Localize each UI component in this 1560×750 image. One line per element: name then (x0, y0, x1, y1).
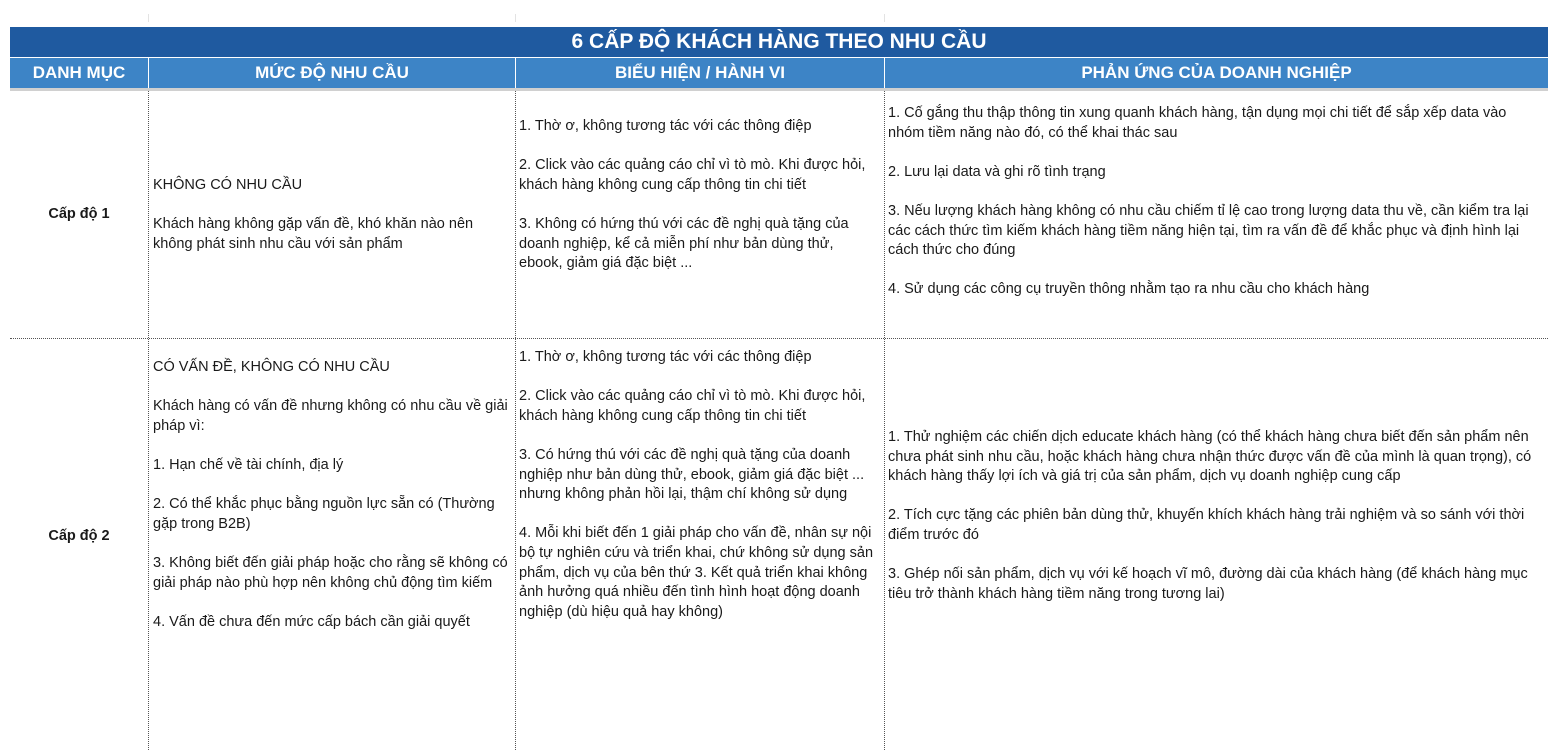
cell-paragraph: 4. Mỗi khi biết đến 1 giải pháp cho vấn đề, nhân sự nội bộ tự nghiên cứu và triển khai, chứ không sử dụng sản phẩm, dịch vụ của bên thứ 3. Kết quả triển khai không ảnh hưởng quá nhiều đến tình hình hoạt động doanh nghiệp (dù hiệu quả hay không) (519, 525, 874, 620)
cell-paragraph: 4. Sử dụng các công cụ truyền thông nhằm tạo ra nhu cầu cho khách hàng (888, 281, 1370, 298)
cell-paragraph: 2. Lưu lại data và ghi rõ tình trạng (888, 163, 1106, 180)
cell-paragraph: 1. Thử nghiệm các chiến dịch educate khách hàng (có thể khách hàng chưa biết đến sản phẩm nên chưa phát sinh nhu cầu, hoặc khách hàng chưa nhận thức được vấn đề của mình là quan trọng), có khách hàng thấy lợi ích và giá trị của sản phẩm, dịch vụ doanh nghiệp cung cấp (888, 429, 1532, 485)
paragraph-gap (153, 534, 511, 554)
paragraph-gap (519, 137, 881, 157)
paragraph-gap (153, 593, 511, 613)
ruler-tick (148, 14, 149, 22)
cell-paragraph: 4. Vấn đề chưa đến mức cấp bách cần giải quyết (153, 613, 470, 630)
row1-response[interactable] (888, 104, 1544, 300)
paragraph-gap (519, 505, 881, 525)
paragraph-gap (888, 182, 1544, 202)
paragraph-gap (888, 143, 1544, 163)
row-divider (10, 338, 1548, 339)
paragraph-gap (519, 426, 881, 446)
paragraph-gap (153, 196, 511, 216)
paragraph-gap (888, 261, 1544, 281)
ruler-tick (884, 14, 885, 22)
row2-behavior[interactable] (519, 348, 881, 622)
paragraph-gap (153, 476, 511, 496)
cell-paragraph: 3. Không biết đến giải pháp hoặc cho rằng sẽ không có giải pháp nào phù hợp nên không chủ động tìm kiếm (153, 554, 508, 591)
table-title[interactable]: 6 CẤP ĐỘ KHÁCH HÀNG THEO NHU CẦU (10, 27, 1548, 57)
cell-paragraph: 2. Click vào các quảng cáo chỉ vì tò mò. Khi được hỏi, khách hàng không cung cấp thông tin chi tiết (519, 388, 866, 424)
cell-paragraph: 1. Thờ ơ, không tương tác với các thông điệp (519, 349, 812, 365)
header-divider (10, 88, 1548, 91)
cell-paragraph: 3. Nếu lượng khách hàng không có nhu cầu chiếm tỉ lệ cao trong lượng data thu về, cần kiểm tra lại các cách thức tìm kiếm khách hàng tiềm năng hiện tại, tìm ra vấn đề để khắc phục và định hình lại cách thức cho đúng (888, 202, 1529, 259)
paragraph-gap (519, 368, 881, 388)
cell-paragraph: 2. Click vào các quảng cáo chỉ vì tò mò. Khi được hỏi, khách hàng không cung cấp thông tin chi tiết (519, 157, 866, 193)
header-behavior[interactable]: BIỂU HIỆN / HÀNH VI (515, 58, 884, 88)
paragraph-gap (888, 487, 1544, 507)
ruler-tick (515, 14, 516, 22)
cell-paragraph: 3. Không có hứng thú với các đề nghị quà tặng của doanh nghiệp, kể cả miễn phí như bản dùng thử, ebook, giảm giá đặc biệt ... (519, 215, 849, 272)
paragraph-gap (153, 378, 511, 398)
row1-category[interactable]: Cấp độ 1 (48, 205, 110, 222)
row1-behavior[interactable] (519, 117, 881, 274)
cell-paragraph: 2. Có thể khắc phục bằng nguồn lực sẵn có (Thường gặp trong B2B) (153, 496, 495, 532)
paragraph-gap (153, 436, 511, 456)
cell-paragraph: 1. Thờ ơ, không tương tác với các thông điệp (519, 118, 812, 134)
column-divider (884, 91, 885, 750)
cell-paragraph: 1. Hạn chế về tài chính, địa lý (153, 456, 344, 473)
column-divider (148, 91, 149, 750)
header-category[interactable]: DANH MỤC (10, 58, 148, 88)
paragraph-gap (519, 195, 881, 215)
cell-paragraph: 1. Cố gắng thu thập thông tin xung quanh khách hàng, tận dụng mọi chi tiết để sắp xếp data vào nhóm tiềm năng nào đó, có thể khai thác sau (888, 105, 1507, 141)
row1-need-level[interactable] (153, 176, 511, 254)
cell-paragraph: KHÔNG CÓ NHU CẦU (153, 177, 303, 193)
cell-paragraph: Khách hàng không gặp vấn đề, khó khăn nào nên không phát sinh nhu cầu với sản phẩm (153, 216, 474, 252)
cell-paragraph: CÓ VẤN ĐỀ, KHÔNG CÓ NHU CẦU (153, 359, 390, 375)
row2-need-level[interactable] (153, 358, 511, 632)
row2-response[interactable] (888, 428, 1544, 604)
paragraph-gap (888, 546, 1544, 566)
cell-paragraph: Khách hàng có vấn đề nhưng không có nhu cầu về giải pháp vì: (153, 398, 508, 434)
cell-paragraph: 3. Có hứng thú với các đề nghị quà tặng của doanh nghiệp như bản dùng thử, ebook, giảm giá đặc biệt ... nhưng không phản hồi lại, thậm chí không sử dụng (519, 446, 865, 503)
cell-paragraph: 3. Ghép nối sản phẩm, dịch vụ với kế hoạch vĩ mô, đường dài của khách hàng (để khách hàng mục tiêu trở thành khách hàng tiềm năng trong tương lai) (888, 566, 1528, 602)
row2-category[interactable]: Cấp độ 2 (48, 527, 110, 544)
column-divider (515, 91, 516, 750)
cell-paragraph: 2. Tích cực tặng các phiên bản dùng thử, khuyến khích khách hàng trải nghiệm và so sánh với thời điểm trước đó (888, 507, 1525, 543)
header-response[interactable]: PHẢN ỨNG CỦA DOANH NGHIỆP (884, 58, 1548, 88)
header-need-level[interactable]: MỨC ĐỘ NHU CẦU (148, 58, 515, 88)
column-ruler (0, 0, 1560, 28)
